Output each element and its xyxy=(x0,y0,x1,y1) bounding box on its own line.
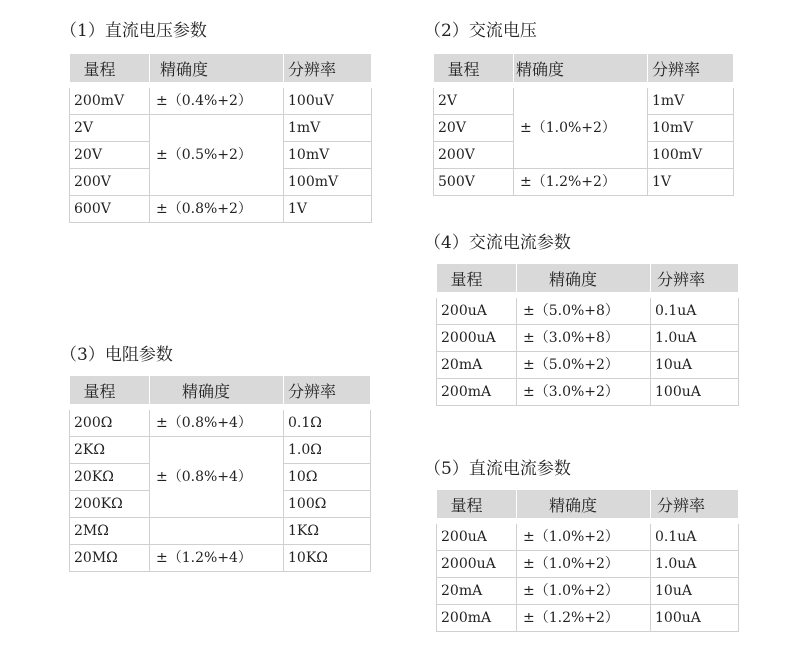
table-header xyxy=(70,376,371,407)
header-range: 量程 xyxy=(437,264,517,295)
resolution-cell: 0.1Ω xyxy=(284,407,371,437)
section-title-ac-voltage: （2）交流电压 xyxy=(424,21,537,41)
resolution-cell: 100mV xyxy=(284,169,372,196)
range-cell: 500V xyxy=(434,169,514,196)
accuracy-cell: ±（1.2%+2） xyxy=(517,605,651,632)
resolution-cell: 1.0uA xyxy=(651,325,739,352)
range-cell: 20KΩ xyxy=(70,464,150,491)
section-title-dc-current: （5）直流电流参数 xyxy=(424,459,571,479)
resolution-cell: 1.0Ω xyxy=(284,437,371,464)
section-title-resistance: （3）电阻参数 xyxy=(60,345,173,365)
table-row xyxy=(437,551,739,578)
range-cell: 200KΩ xyxy=(70,491,150,518)
table-row xyxy=(70,196,372,223)
header-resolution: 分辨率 xyxy=(648,54,734,85)
resolution-cell: 10uA xyxy=(651,578,739,605)
resolution-cell: 1mV xyxy=(284,115,372,142)
range-cell: 200V xyxy=(434,142,514,169)
resolution-cell: 100uA xyxy=(651,605,739,632)
table-row xyxy=(437,379,739,406)
header-resolution: 分辨率 xyxy=(651,264,739,295)
table-header xyxy=(70,54,372,85)
range-cell: 2KΩ xyxy=(70,437,150,464)
table-row xyxy=(434,85,734,115)
header-accuracy: 精确度 xyxy=(514,54,648,85)
table-row xyxy=(437,352,739,379)
table-row xyxy=(437,578,739,605)
header-resolution: 分辨率 xyxy=(284,54,372,85)
table-dc-voltage xyxy=(69,54,372,223)
accuracy-cell: ±（0.8%+4） xyxy=(150,407,284,437)
table-row xyxy=(437,325,739,352)
resolution-cell: 1V xyxy=(648,169,734,196)
accuracy-cell: ±（1.2%+2） xyxy=(514,169,648,196)
resolution-cell: 100Ω xyxy=(284,491,371,518)
resolution-cell: 1.0uA xyxy=(651,551,739,578)
range-cell: 200mA xyxy=(437,605,517,632)
range-cell: 2V xyxy=(434,85,514,115)
resolution-cell: 10mV xyxy=(284,142,372,169)
table-resistance xyxy=(69,376,371,572)
accuracy-cell: ±（1.0%+2） xyxy=(517,578,651,605)
accuracy-cell: ±（5.0%+8） xyxy=(517,295,651,325)
range-cell: 200uA xyxy=(437,521,517,551)
range-cell: 2MΩ xyxy=(70,518,150,545)
table-row xyxy=(437,295,739,325)
resolution-cell: 0.1uA xyxy=(651,295,739,325)
section-title-dc-voltage: （1）直流电压参数 xyxy=(60,21,207,41)
range-cell: 20V xyxy=(434,115,514,142)
resolution-cell: 1mV xyxy=(648,85,734,115)
accuracy-cell: ±（1.2%+4） xyxy=(150,545,284,572)
range-cell: 200uA xyxy=(437,295,517,325)
resolution-cell: 100uA xyxy=(651,379,739,406)
resolution-cell: 10Ω xyxy=(284,464,371,491)
resolution-cell: 1V xyxy=(284,196,372,223)
range-cell: 20MΩ xyxy=(70,545,150,572)
table-row xyxy=(437,521,739,551)
table-ac-current xyxy=(436,264,739,406)
range-cell: 2000uA xyxy=(437,325,517,352)
resolution-cell: 10mV xyxy=(648,115,734,142)
resolution-cell: 100uV xyxy=(284,85,372,115)
resolution-cell: 1KΩ xyxy=(284,518,371,545)
table-dc-current xyxy=(436,490,739,632)
range-cell: 200mV xyxy=(70,85,150,115)
table-ac-voltage xyxy=(433,54,734,196)
resolution-cell: 0.1uA xyxy=(651,521,739,551)
table-row xyxy=(437,605,739,632)
accuracy-cell: ±（0.8%+2） xyxy=(150,196,284,223)
accuracy-cell: ±（3.0%+8） xyxy=(517,325,651,352)
range-cell: 2000uA xyxy=(437,551,517,578)
header-resolution: 分辨率 xyxy=(651,490,739,521)
section-title-ac-current: （4）交流电流参数 xyxy=(424,233,571,253)
resolution-cell: 10uA xyxy=(651,352,739,379)
table-header xyxy=(437,264,739,295)
accuracy-cell: ±（0.4%+2） xyxy=(150,85,284,115)
accuracy-cell: ±（0.5%+2） xyxy=(150,115,284,196)
range-cell: 20V xyxy=(70,142,150,169)
header-accuracy: 精确度 xyxy=(150,376,284,407)
header-range: 量程 xyxy=(70,376,150,407)
table-row xyxy=(70,545,371,572)
table-row xyxy=(434,169,734,196)
accuracy-cell: ±（0.8%+4） xyxy=(150,437,284,518)
header-accuracy: 精确度 xyxy=(517,264,651,295)
resolution-cell: 100mV xyxy=(648,142,734,169)
header-accuracy: 精确度 xyxy=(150,54,284,85)
accuracy-cell: ±（1.0%+2） xyxy=(517,521,651,551)
header-accuracy: 精确度 xyxy=(517,490,651,521)
accuracy-cell: ±（1.0%+2） xyxy=(514,85,648,169)
accuracy-cell xyxy=(150,518,284,545)
range-cell: 200Ω xyxy=(70,407,150,437)
table-row xyxy=(70,85,372,115)
range-cell: 2V xyxy=(70,115,150,142)
header-range: 量程 xyxy=(437,490,517,521)
table-row xyxy=(70,437,371,464)
accuracy-cell: ±（3.0%+2） xyxy=(517,379,651,406)
accuracy-cell: ±（5.0%+2） xyxy=(517,352,651,379)
table-header xyxy=(437,490,739,521)
table-row xyxy=(70,518,371,545)
header-range: 量程 xyxy=(70,54,150,85)
range-cell: 20mA xyxy=(437,578,517,605)
table-header xyxy=(434,54,734,85)
range-cell: 200V xyxy=(70,169,150,196)
resolution-cell: 10KΩ xyxy=(284,545,371,572)
accuracy-cell: ±（1.0%+2） xyxy=(517,551,651,578)
range-cell: 600V xyxy=(70,196,150,223)
table-row xyxy=(70,407,371,437)
table-row xyxy=(70,115,372,142)
header-range: 量程 xyxy=(434,54,514,85)
header-resolution: 分辨率 xyxy=(284,376,371,407)
range-cell: 20mA xyxy=(437,352,517,379)
range-cell: 200mA xyxy=(437,379,517,406)
